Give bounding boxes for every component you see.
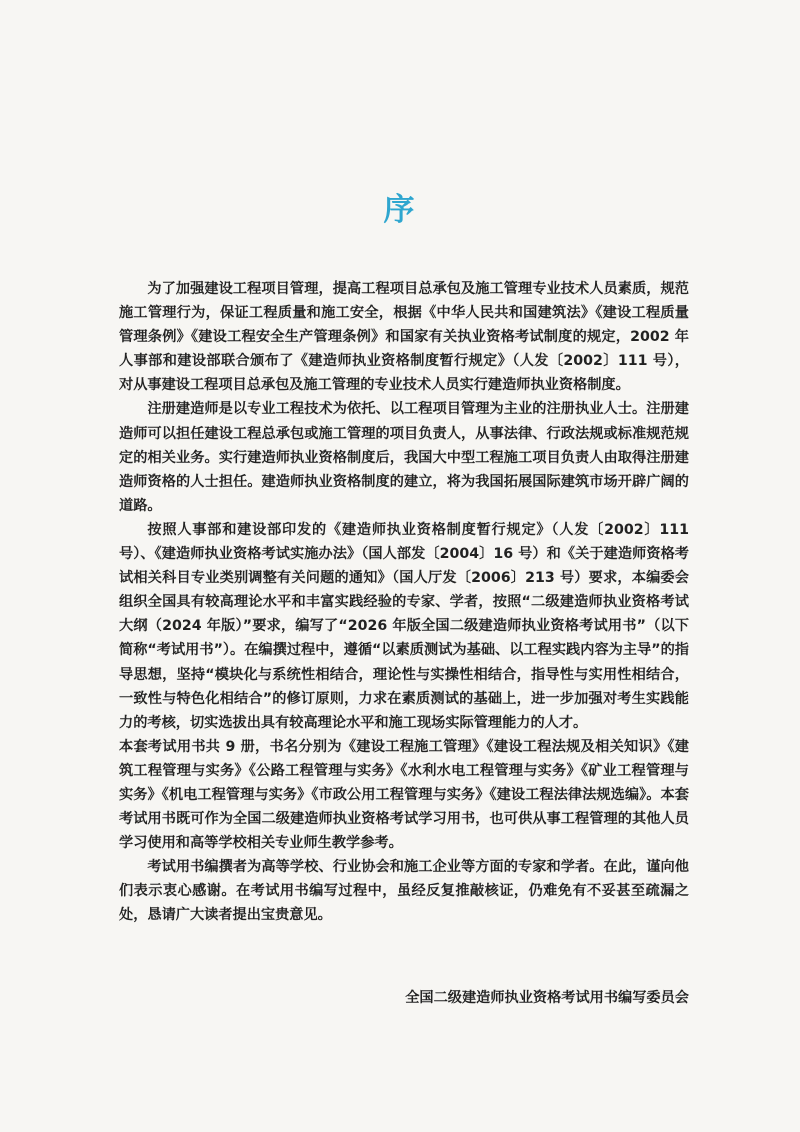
paragraph-1: 为了加强建设工程项目管理，提高工程项目总承包及施工管理专业技术人员素质，规范施工管理行为，保证工程质量和施工安全，根据《中华人民共和国建筑法》《建设工程质量管理条例》《建设工程安全生产管理条例》和国家有关执业资格考试制度的规定，2002 年人事部和建设部联合颁布了《建造师执业资格制度暂行规定》（人发〔2002〕111 号），对从事建设工程项目总承包及施工管理的专业技术人员实行建造师执业资格制度。: [119, 281, 689, 394]
paragraph-2: 注册建造师是以专业工程技术为依托、以工程项目管理为主业的注册执业人士。注册建造师可以担任建设工程总承包或施工管理的项目负责人，从事法律、行政法规或标准规范规定的相关业务。实行建造师执业资格制度后，我国大中型工程施工项目负责人由取得注册建造师资格的人士担任。建造师执业资格制度的建立，将为我国拓展国际建筑市场开辟广阔的道路。: [119, 401, 689, 514]
paragraph-3: 按照人事部和建设部印发的《建造师执业资格制度暂行规定》（人发〔2002〕111 号）、《建造师执业资格考试实施办法》（国人部发〔2004〕16 号）和《关于建造师资格考试相关科目专业类别调整有关问题的通知》（国人厅发〔2006〕213 号）要求，本编委会组织全国具有较高理论水平和丰富实践经验的专家、学者，按照“二级建造师执业资格考试大纲（2024 年版）”要求，编写了“2026 年版全国二级建造师执业资格考试用书”（以下简称“考试用书”）。在编撰过程中，遵循“以素质测试为基础、以工程实践内容为主导”的指导思想，坚持“模块化与系统性相结合，理论性与实操性相结合，指导性与实用性相结合，一致性与特色化相结合”的修订原则，力求在素质测试的基础上，进一步加强对考生实践能力的考核，切实选拔出具有较高理论水平和施工现场实际管理能力的人才。: [119, 521, 689, 731]
preface-body: [119, 277, 689, 928]
page-title: 序: [383, 192, 417, 228]
paragraph-5: 考试用书编撰者为高等学校、行业协会和施工企业等方面的专家和学者。在此，谨向他们表示衷心感谢。在考试用书编写过程中，虽经反复推敲核证，仍难免有不妥甚至疏漏之处，恳请广大读者提出宝贵意见。: [119, 859, 689, 924]
paragraph-4: 本套考试用书共 9 册，书名分别为《建设工程施工管理》《建设工程法规及相关知识》《建筑工程管理与实务》《公路工程管理与实务》《水利水电工程管理与实务》《矿业工程管理与实务》《机电工程管理与实务》《市政公用工程管理与实务》《建设工程法律法规选编》。本套考试用书既可作为全国二级建造师执业资格考试学习用书，也可供从事工程管理的其他人员学习使用和高等学校相关专业师生教学参考。: [119, 738, 689, 852]
signature: 全国二级建造师执业资格考试用书编写委员会: [405, 990, 689, 1006]
